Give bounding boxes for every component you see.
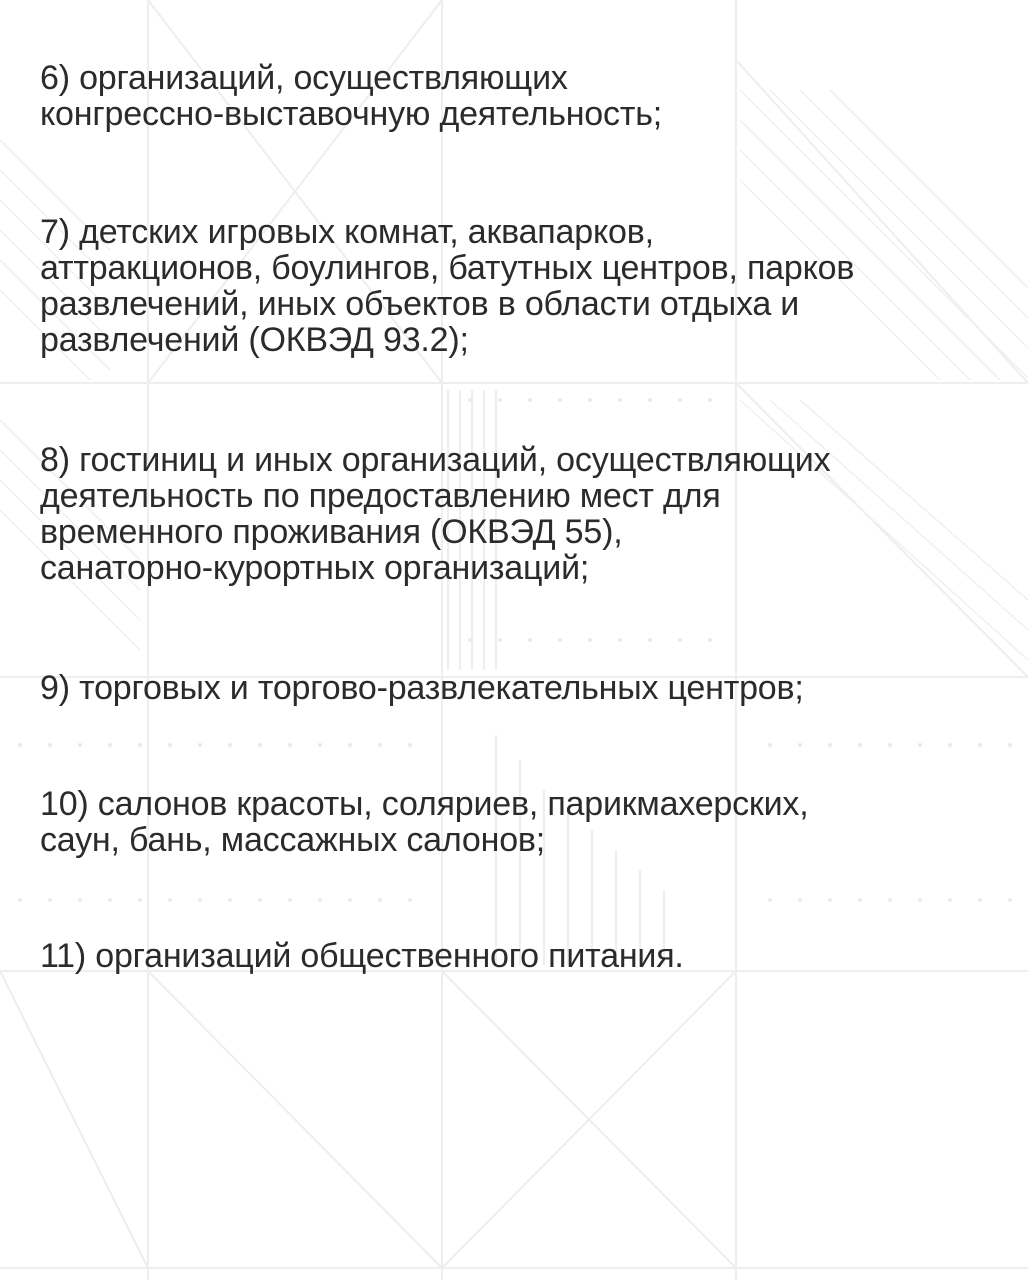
- list-item-11: 11) организаций общественного питания.: [40, 937, 684, 975]
- list-item-7: 7) детских игровых комнат, аквапарков, аттракционов, боулингов, батутных центров, парков развлечений, иных объектов в области отдыха и развлечений (ОКВЭД 93.2);: [40, 213, 855, 359]
- list-item-6: 6) организаций, осуществляющих конгрессно-выставочную деятельность;: [40, 59, 662, 133]
- list-item-8: 8) гостиниц и иных организаций, осуществляющих деятельность по предоставлению мест для временного проживания (ОКВЭД 55), санаторно-курортных организаций;: [40, 441, 831, 587]
- list-item-10: 10) салонов красоты, соляриев, парикмахерских, саун, бань, массажных салонов;: [40, 785, 809, 859]
- list-item-9: 9) торговых и торгово-развлекательных центров;: [40, 669, 804, 707]
